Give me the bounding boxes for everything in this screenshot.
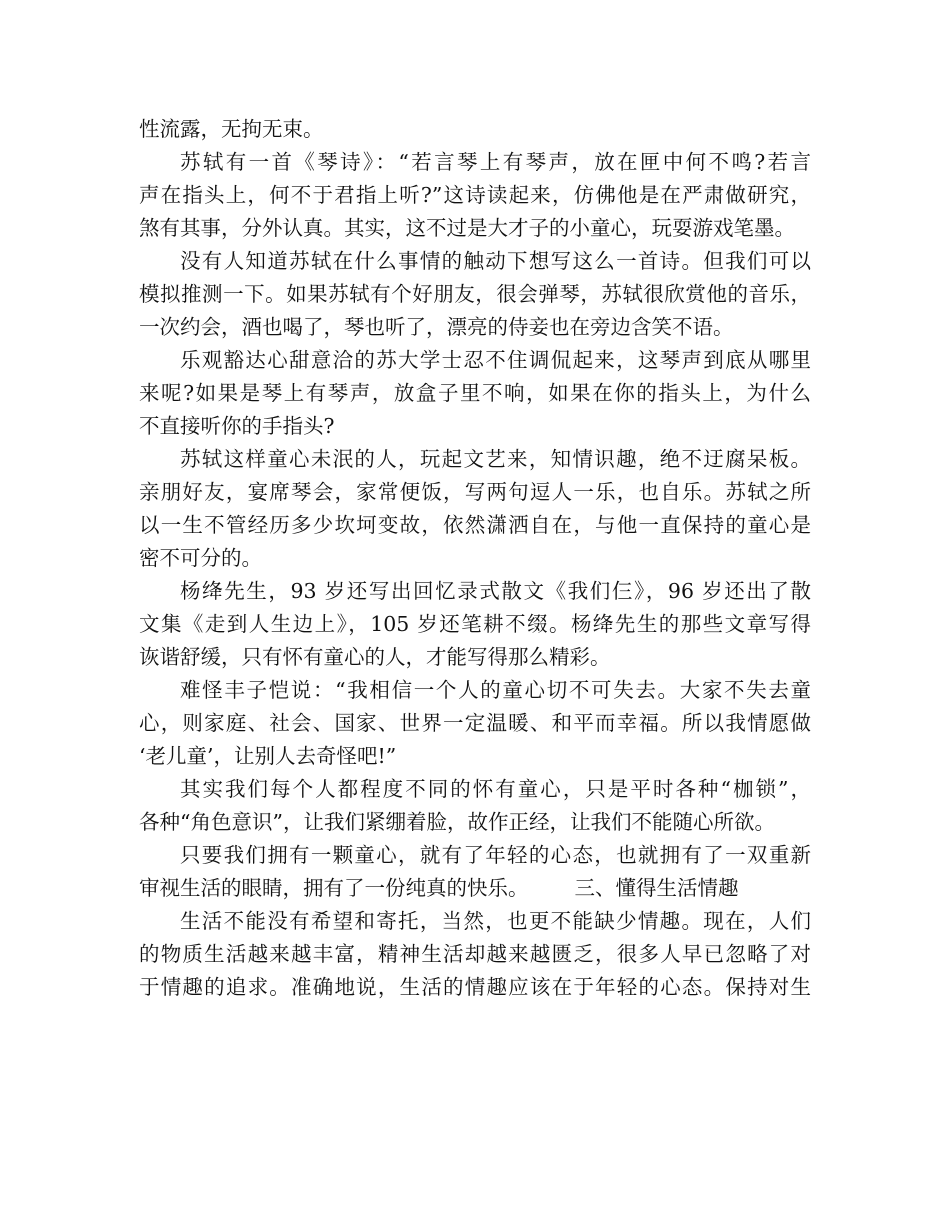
document-body: [139, 113, 811, 1004]
text-line: 苏轼这样童心未泯的人，玩起文艺来，知情识趣，绝不迂腐呆板。: [180, 447, 811, 471]
text-line: 模拟推测一下。如果苏轼有个好朋友，很会弹琴，苏轼很欣赏他的音乐，: [139, 282, 811, 306]
text-line: 心，则家庭、社会、国家、世界一定温暖、和平而幸福。所以我情愿做: [139, 711, 811, 735]
text-line-with-heading: [139, 872, 811, 905]
text-line: 诙谐舒缓，只有怀有童心的人，才能写得那么精彩。: [139, 645, 611, 669]
text-line: 只要我们拥有一颗童心，就有了年轻的心态，也就拥有了一双重新: [180, 843, 811, 867]
text-line: 其实我们每个人都程度不同的怀有童心，只是平时各种“枷锁”，: [180, 777, 811, 801]
section-heading: 三、懂得生活情趣: [574, 876, 739, 900]
text-line: 一次约会，酒也喝了，琴也听了，漂亮的侍妾也在旁边含笑不语。: [139, 315, 734, 339]
text-line: 亲朋好友，宴席琴会，家常便饭，写两句逗人一乐，也自乐。苏轼之所: [139, 480, 811, 504]
text-line: 杨绛先生，93 岁还写出回忆录式散文《我们仨》，96 岁还出了散: [180, 579, 811, 603]
text-fragment: 审视生活的眼睛，拥有了一份纯真的快乐。: [139, 876, 529, 900]
text-line: 文集《走到人生边上》，105 岁还笔耕不缀。杨绛先生的那些文章写得: [139, 612, 811, 636]
text-line: 不直接听你的手指头?: [139, 414, 335, 438]
text-line: 生活不能没有希望和寄托，当然，也更不能缺少情趣。现在，人们: [180, 909, 811, 933]
text-line: 没有人知道苏轼在什么事情的触动下想写这么一首诗。但我们可以: [180, 249, 811, 273]
text-line: 苏轼有一首《琴诗》：“若言琴上有琴声，放在匣中何不鸣?若言: [180, 150, 811, 174]
text-line: 各种“角色意识”，让我们紧绷着脸，故作正经，让我们不能随心所欲。: [139, 810, 775, 834]
text-line: 于情趣的追求。准确地说，生活的情趣应该在于年轻的心态。保持对生: [139, 975, 811, 999]
text-line: 密不可分的。: [139, 546, 262, 570]
text-line: ‘老儿童’，让别人去奇怪吧!”: [139, 744, 397, 768]
text-line: 乐观豁达心甜意洽的苏大学士忍不住调侃起来，这琴声到底从哪里: [180, 348, 811, 372]
text-line: 煞有其事，分外认真。其实，这不过是大才子的小童心，玩耍游戏笔墨。: [139, 216, 795, 240]
text-line: 难怪丰子恺说：“我相信一个人的童心切不可失去。大家不失去童: [180, 678, 811, 702]
text-line: 的物质生活越来越丰富，精神生活却越来越匮乏，很多人早已忽略了对: [139, 942, 811, 966]
text-line: 性流露，无拘无束。: [139, 117, 324, 141]
text-line: 声在指头上，何不于君指上听?”这诗读起来，仿佛他是在严肃做研究，: [139, 183, 811, 207]
text-line: 来呢?如果是琴上有琴声，放盒子里不响，如果在你的指头上，为什么: [139, 381, 811, 405]
text-line: 以一生不管经历多少坎坷变故，依然潇洒自在，与他一直保持的童心是: [139, 513, 811, 537]
